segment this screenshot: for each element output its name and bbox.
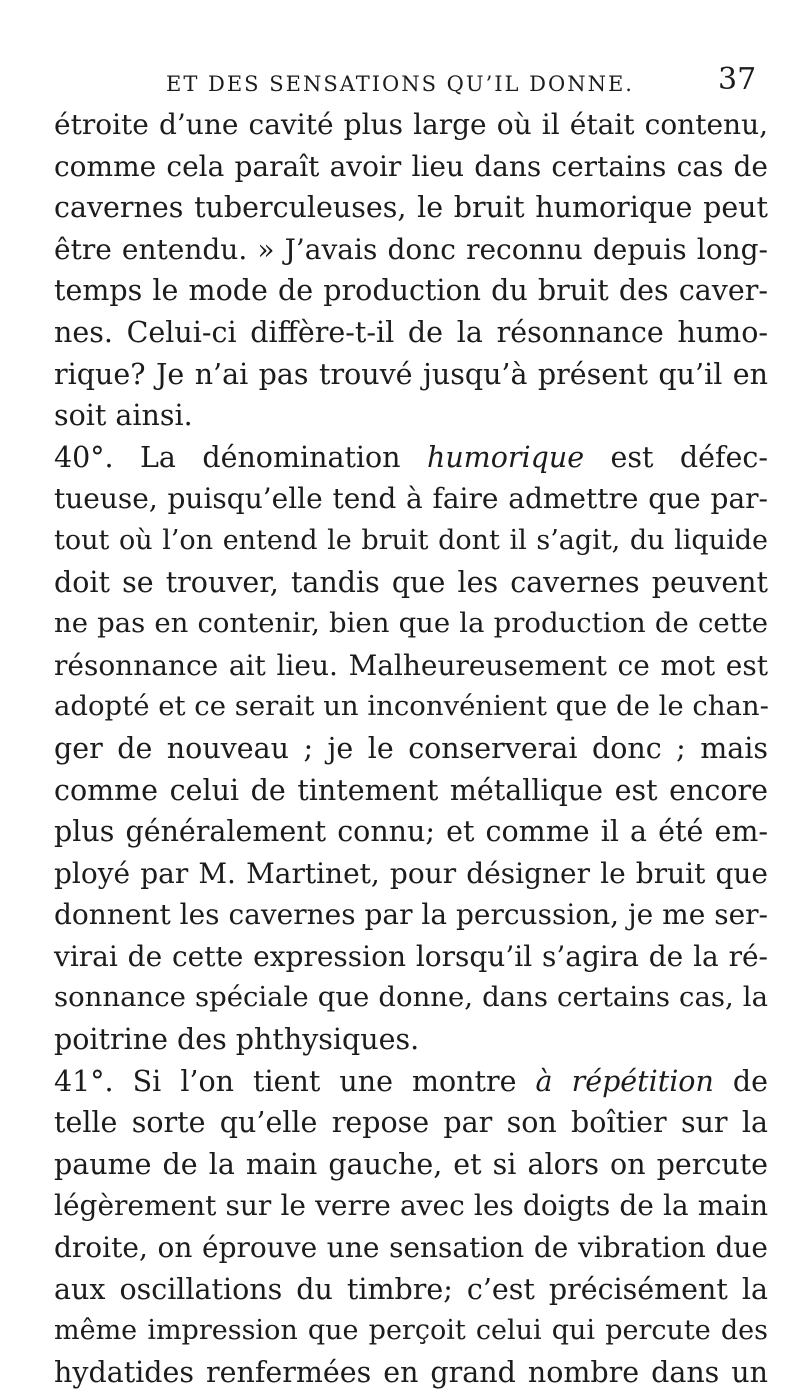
italic-term: à répétition [535,1064,714,1098]
text-line: adopté et ce serait un inconvénient que de le chan- [54,690,769,723]
running-head: ET DES SENSATIONS QU’IL DONNE. [165,72,634,96]
text-line: virai de cette expression lorsqu’il s’agira de la ré- [54,939,768,973]
text-segment: de [713,1064,768,1098]
text-line: rique? Je n’ai pas trouvé jusqu’à présent qu’il en [54,357,768,391]
text-line: soit ainsi. [54,399,193,433]
text-segment: 40°. La dénomination [54,440,427,474]
text-line: cavernes tuberculeuses, le bruit humorique peut [54,191,768,225]
body-text [54,104,768,1393]
text-line: sonnance spéciale que donne, dans certains cas, la [54,981,768,1014]
text-line: étroite d’une cavité plus large où il était contenu, [54,108,768,141]
text-line: ger de nouveau ; je le conserverai donc ; mais [54,731,768,765]
text-line: doit se trouver, tandis que les cavernes peuvent [54,565,768,599]
text-line: même impression que perçoit celui qui percute des [54,1315,768,1347]
text-line [54,437,768,479]
text-line: paume de la main gauche, et si alors on percute [54,1147,768,1181]
text-line: comme celui de tintement métallique est encore [54,773,768,807]
text-line: telle sorte qu’elle repose par son boîtier sur la [54,1106,768,1140]
text-line: ployé par M. Martinet, pour désigner le bruit que [54,856,768,890]
text-line [54,1061,768,1103]
text-line: ne pas en contenir, bien que la production de cette [54,607,768,640]
text-line: légèrement sur le verre avec les doigts de la main [54,1189,768,1223]
text-line: tout où l’on entend le bruit dont il s’agit, du liquide [54,524,768,556]
text-segment: est défec- [584,440,768,474]
text-line: donnent les cavernes par la percussion, je me ser- [54,898,768,932]
text-line: plus généralement connu; et comme il a été em- [54,815,768,849]
text-line: tueuse, puisqu’elle tend à faire admettre que par- [54,482,768,516]
text-line: aux oscillations du timbre; c’est précisément la [54,1272,768,1306]
text-line: comme cela paraît avoir lieu dans certains cas de [54,149,768,183]
text-line: nes. Celui-ci diffère-t-il de la résonnance humo- [54,315,768,349]
page-number: 37 [718,62,757,97]
text-line: droite, on éprouve une sensation de vibration due [54,1231,768,1265]
text-line: temps le mode de production du bruit des caver- [54,274,768,308]
text-line: hydatides renfermées en grand nombre dans un [54,1355,768,1389]
italic-term: humorique [426,440,585,474]
text-line: poitrine des phthysiques. [54,1023,420,1057]
text-segment: 41°. Si l’on tient une montre [54,1064,536,1098]
text-line: être entendu. » J’avais donc reconnu depuis long- [54,232,768,266]
text-line: résonnance ait lieu. Malheureusement ce mot est [54,648,768,682]
